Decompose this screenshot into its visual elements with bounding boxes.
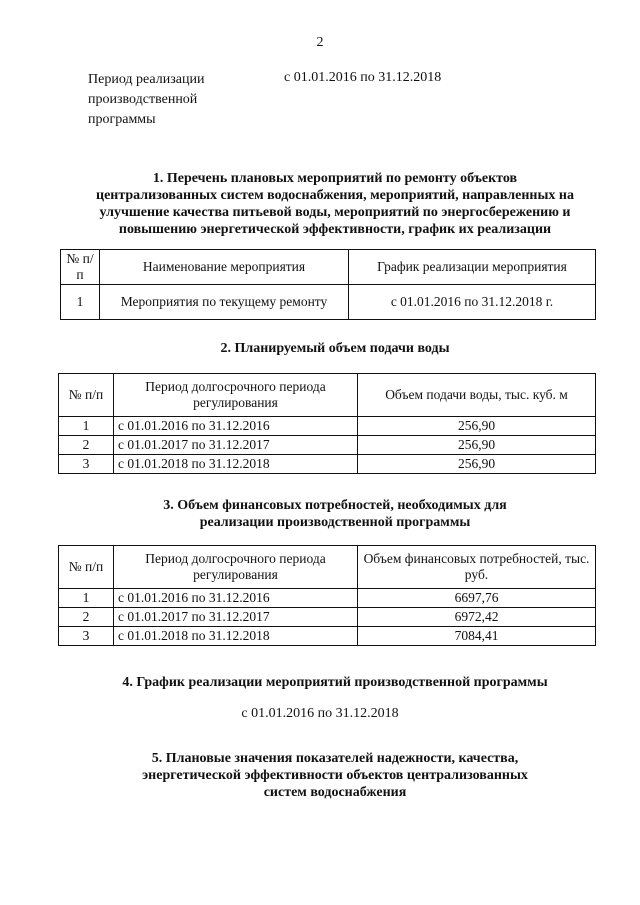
cell-number: 2 [59,608,114,627]
table-row [59,608,596,627]
cell-number: 3 [59,627,114,646]
period-label [88,70,268,130]
cell-volume: 256,90 [358,417,596,436]
header-period: Период долгосрочного периода регулирования [114,374,358,417]
table-header-row [61,250,596,285]
water-supply-table [58,373,596,474]
section1-title-line: 1. Перечень плановых мероприятий по ремонту объектов [152,171,518,186]
cell-number: 1 [61,285,100,320]
table-row [59,436,596,455]
cell-number: 3 [59,455,114,474]
section3-title-line: реализации производственной программы [199,515,471,530]
financial-needs-table [58,545,596,646]
cell-period: с 01.01.2018 по 31.12.2018 [114,627,358,646]
cell-period: с 01.01.2018 по 31.12.2018 [114,455,358,474]
section5-title [40,750,630,801]
section4-schedule-value: с 01.01.2016 по 31.12.2018 [241,706,399,721]
section5-title-line: 5. Плановые значения показателей надежности, качества, [151,751,519,766]
header-schedule: График реализации мероприятия [349,250,596,285]
header-volume: Объем подачи воды, тыс. куб. м [358,374,596,417]
section3-title-line: 3. Объем финансовых потребностей, необходимых для [163,498,507,513]
page-number: 2 [316,35,324,50]
cell-schedule: с 01.01.2016 по 31.12.2018 г. [349,285,596,320]
header-period: Период долгосрочного периода регулирования [114,546,358,589]
cell-period: с 01.01.2017 по 31.12.2017 [114,608,358,627]
cell-volume: 256,90 [358,455,596,474]
section5-title-line: энергетической эффективности объектов централизованных [142,768,528,783]
section1-title-line: централизованных систем водоснабжения, мероприятий, направленных на [96,188,574,203]
section4-title: 4. График реализации мероприятий производственной программы [122,675,548,690]
cell-number: 2 [59,436,114,455]
cell-amount: 6697,76 [358,589,596,608]
section1-title-line: улучшение качества питьевой воды, мероприятий по энергосбережению и [99,205,571,220]
cell-period: с 01.01.2016 по 31.12.2016 [114,589,358,608]
table-header-row [59,374,596,417]
section5-title-line: систем водоснабжения [263,785,407,800]
header-number: № п/п [59,374,114,417]
cell-amount: 6972,42 [358,608,596,627]
table-header-row [59,546,596,589]
cell-number: 1 [59,417,114,436]
header-measure-name: Наименование мероприятия [100,250,349,285]
table-row [61,285,596,320]
period-value: с 01.01.2016 по 31.12.2018 [284,70,442,85]
header-number: № п/п [59,546,114,589]
table-row [59,455,596,474]
section3-title [40,497,630,531]
table-row [59,589,596,608]
cell-measure-name: Мероприятия по текущему ремонту [100,285,349,320]
period-label-line: программы [88,112,156,127]
cell-volume: 256,90 [358,436,596,455]
header-number: № п/п [61,250,100,285]
measures-table [60,249,596,320]
cell-period: с 01.01.2016 по 31.12.2016 [114,417,358,436]
section1-title-line: повышению энергетической эффективности, график их реализации [118,222,552,237]
period-label-line: производственной [88,92,198,107]
table-row [59,417,596,436]
section2-title: 2. Планируемый объем подачи воды [220,341,450,356]
cell-amount: 7084,41 [358,627,596,646]
section1-title [40,170,630,238]
table-row [59,627,596,646]
header-financial-needs: Объем финансовых потребностей, тыс. руб. [358,546,596,589]
cell-number: 1 [59,589,114,608]
period-label-line: Период реализации [88,72,205,87]
cell-period: с 01.01.2017 по 31.12.2017 [114,436,358,455]
